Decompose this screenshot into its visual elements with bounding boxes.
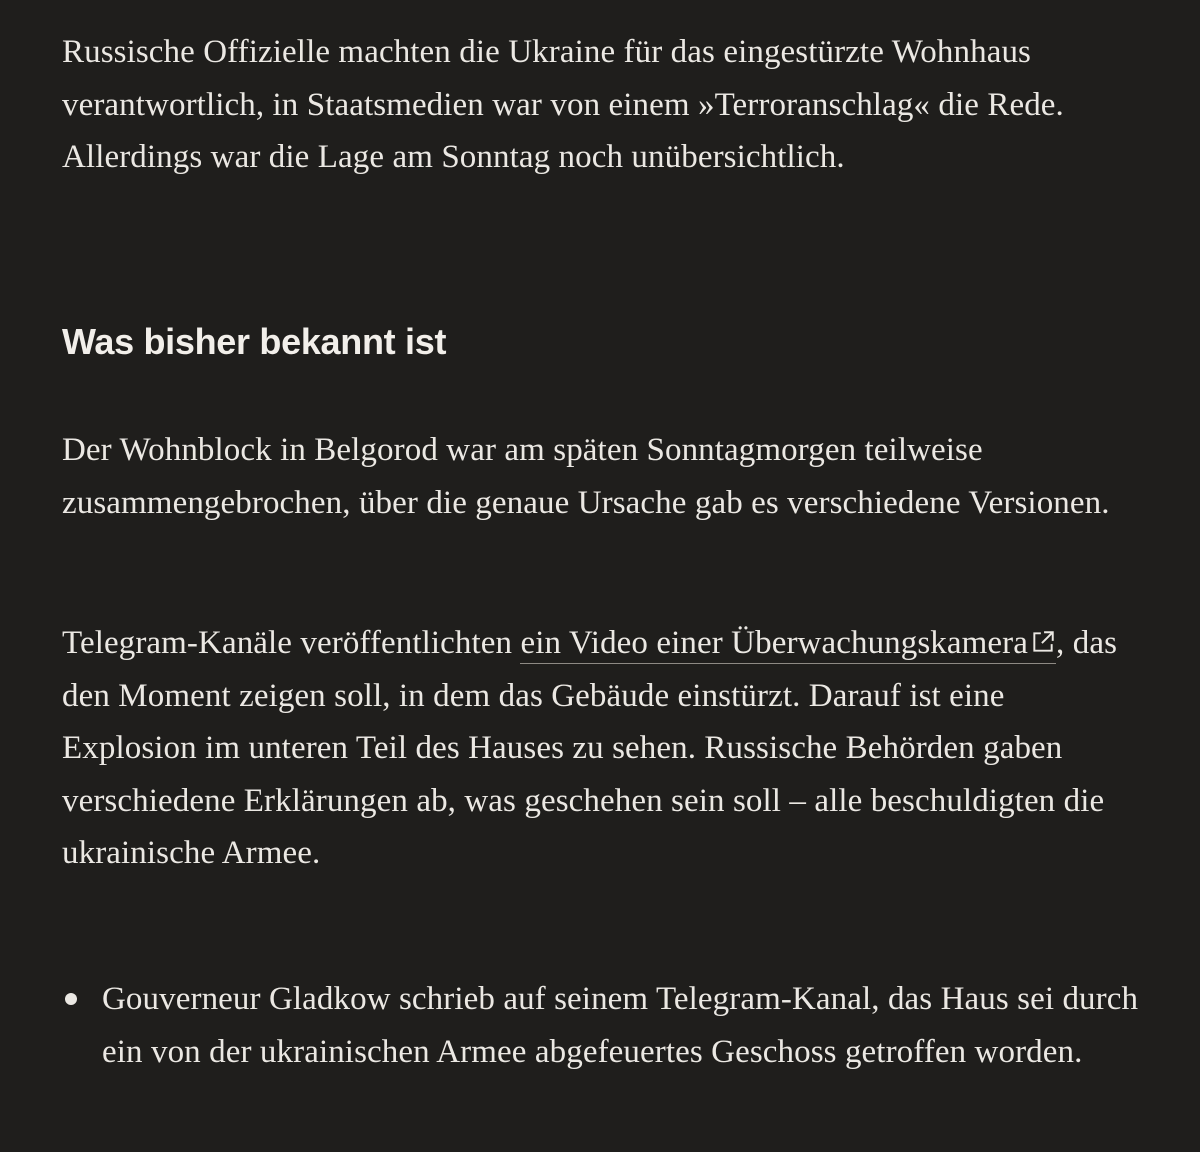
intro-paragraph: Russische Offizielle machten die Ukraine für das eingestürzte Wohnhaus verantwortlich, in Staatsmedien war von einem »Terroranschlag« die Rede. Allerdings war die Lage am Sonntag noch unübersichtlich.	[62, 34, 1064, 175]
bullet-dot	[65, 993, 77, 1005]
paragraph-text-before-link: Telegram-Kanäle veröffentlichten	[62, 625, 521, 661]
paragraph-collapse: Der Wohnblock in Belgorod war am späten Sonntagmorgen teilweise zusammengebrochen, über die genaue Ursache gab es verschiedene Versionen.	[62, 432, 1110, 521]
paragraph-telegram-video	[62, 617, 1142, 880]
surveillance-video-link-label: ein Video einer Überwachungskamera	[520, 625, 1029, 661]
list-item	[62, 973, 1142, 1078]
external-link-icon	[1030, 629, 1056, 655]
list-item-text: Gouverneur Gladkow schrieb auf seinem Telegram-Kanal, das Haus sei durch ein von der ukrainischen Armee abgefeuertes Geschoss getroffen worden.	[102, 981, 1139, 1070]
section-heading: Was bisher bekannt ist	[62, 321, 447, 362]
paragraph-text-after-link: , das den Moment zeigen soll, in dem das Gebäude einstürzt. Darauf ist eine Explosion im unteren Teil des Hauses zu sehen. Russische Behörden gaben verschiedene Erklärungen ab, was geschehen sein soll – alle beschuldigten die ukrainische Armee.	[62, 625, 1118, 871]
bullet-list	[62, 973, 1142, 1078]
surveillance-video-link[interactable]	[520, 625, 1056, 664]
